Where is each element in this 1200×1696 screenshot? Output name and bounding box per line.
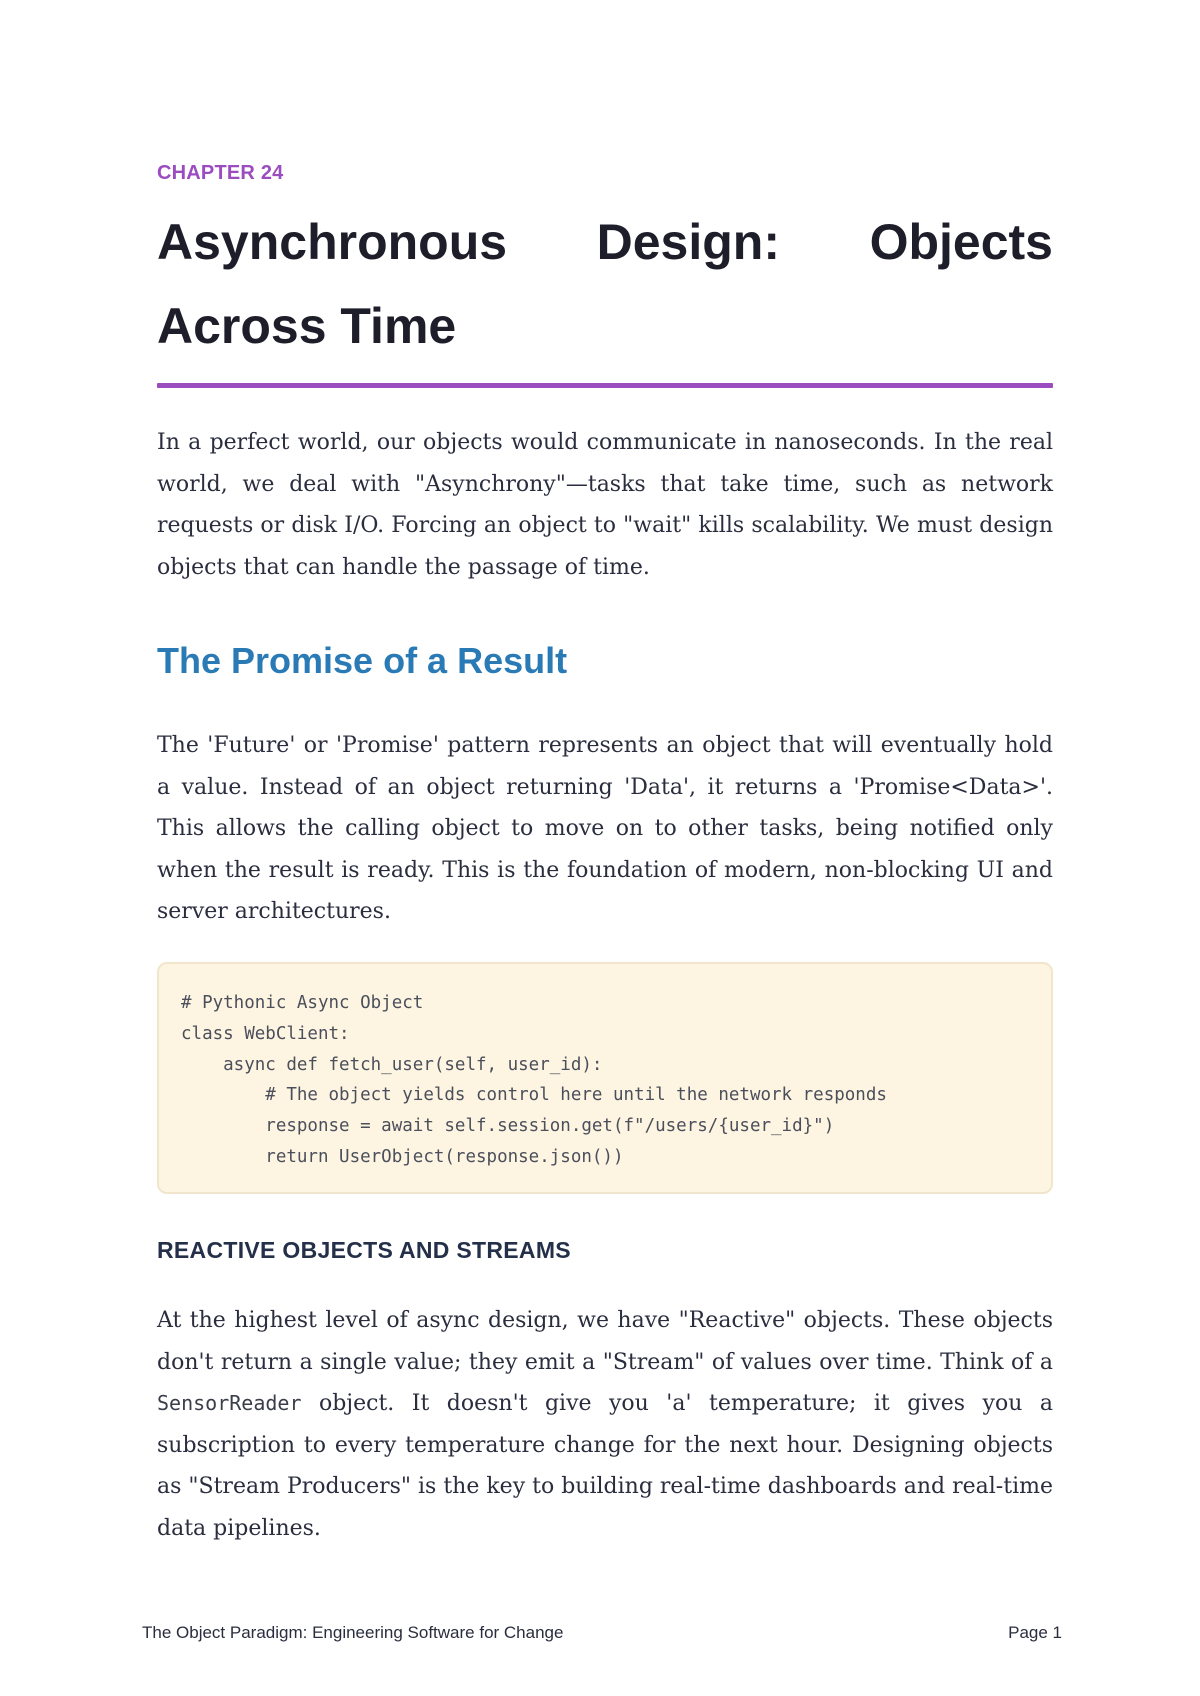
code-block [157, 962, 1053, 1194]
subheading-reactive: REACTIVE OBJECTS AND STREAMS [157, 1237, 571, 1263]
code-line: async def fetch_user(self, user_id): [181, 1054, 603, 1075]
section-heading-promise: The Promise of a Result [157, 640, 568, 681]
title-divider [157, 383, 1053, 388]
footer-page-number: Page 1 [1008, 1623, 1062, 1642]
intro-paragraph: In a perfect world, our objects would communicate in nanoseconds. In the real world, we deal with "Asynchrony"—tasks that take time, such as network requests or disk I/O. Forcing an object to "wait" kills scalability. We must design objects that can handle the passage of time. [157, 430, 1053, 580]
promise-paragraph: The 'Future' or 'Promise' pattern represents an object that will eventually hold a value. Instead of an object returning 'Data', it returns a 'Promise<Data>'. This allows the calling object to move on to other tasks, being notified only when the result is ready. This is the foundation of modern, non-blocking UI and server architectures. [157, 733, 1053, 925]
code-line: # Pythonic Async Object [181, 993, 424, 1013]
chapter-title: Asynchronous Design: Objects Across Time [157, 214, 1053, 354]
reactive-text-end: object. It doesn't give you 'a' temperature; it gives you a subscription to every temperature change for the next hour. Designing objects as "Stream Producers" is the key to building real-time dashboards and real-time data pipelines. [157, 1391, 1053, 1541]
code-line: # The object yields control here until the network responds [181, 1085, 887, 1106]
chapter-label: CHAPTER 24 [157, 162, 284, 184]
code-line: response = await self.session.get(f"/users/{user_id}") [181, 1116, 835, 1137]
inline-code-sensorreader: SensorReader [157, 1391, 302, 1416]
page-footer [142, 1623, 1062, 1643]
reactive-paragraph [157, 1300, 1053, 1550]
code-line: return UserObject(response.json()) [181, 1146, 624, 1167]
code-line: class WebClient: [181, 1023, 350, 1044]
reactive-text-start: At the highest level of async design, we have "Reactive" objects. These objects don't return a single value; they emit a "Stream" of values over time. Think of a [157, 1308, 1053, 1375]
footer-book-title: The Object Paradigm: Engineering Software for Change [142, 1623, 564, 1642]
